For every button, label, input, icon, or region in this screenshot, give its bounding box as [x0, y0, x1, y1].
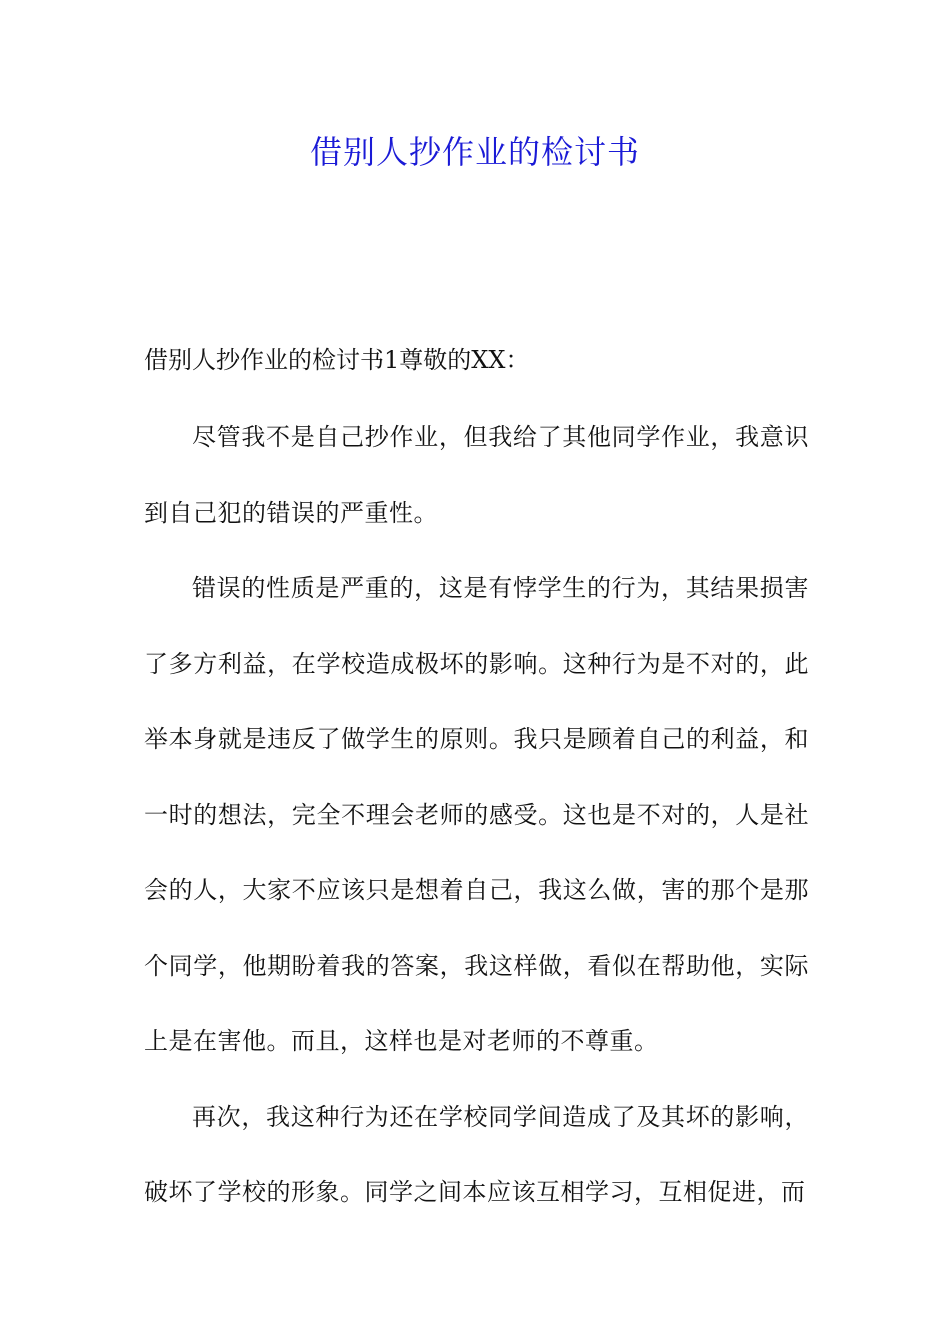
- salutation-line: 借别人抄作业的检讨书1尊敬的XX：: [144, 346, 530, 374]
- document-body: [144, 400, 809, 1231]
- paragraph-3: 再次，我这种行为还在学校同学间造成了及其坏的影响，破坏了学校的形象。同学之间本应该互相学习，互相促进，而: [144, 1102, 809, 1206]
- paragraph-1: 尽管我不是自己抄作业，但我给了其他同学作业，我意识到自己犯的错误的严重性。: [144, 423, 809, 527]
- document-title: 借别人抄作业的检讨书: [309, 133, 640, 171]
- paragraph-2: 错误的性质是严重的，这是有悖学生的行为，其结果损害了多方利益，在学校造成极坏的影响。这种行为是不对的，此举本身就是违反了做学生的原则。我只是顾着自己的利益，和一时的想法，完全不理会老师的感受。这也是不对的，人是社会的人，大家不应该只是想着自己，我这么做，害的那个是那个同学，他期盼着我的答案，我这样做，看似在帮助他，实际上是在害他。而且，这样也是对老师的不尊重。: [144, 574, 809, 1055]
